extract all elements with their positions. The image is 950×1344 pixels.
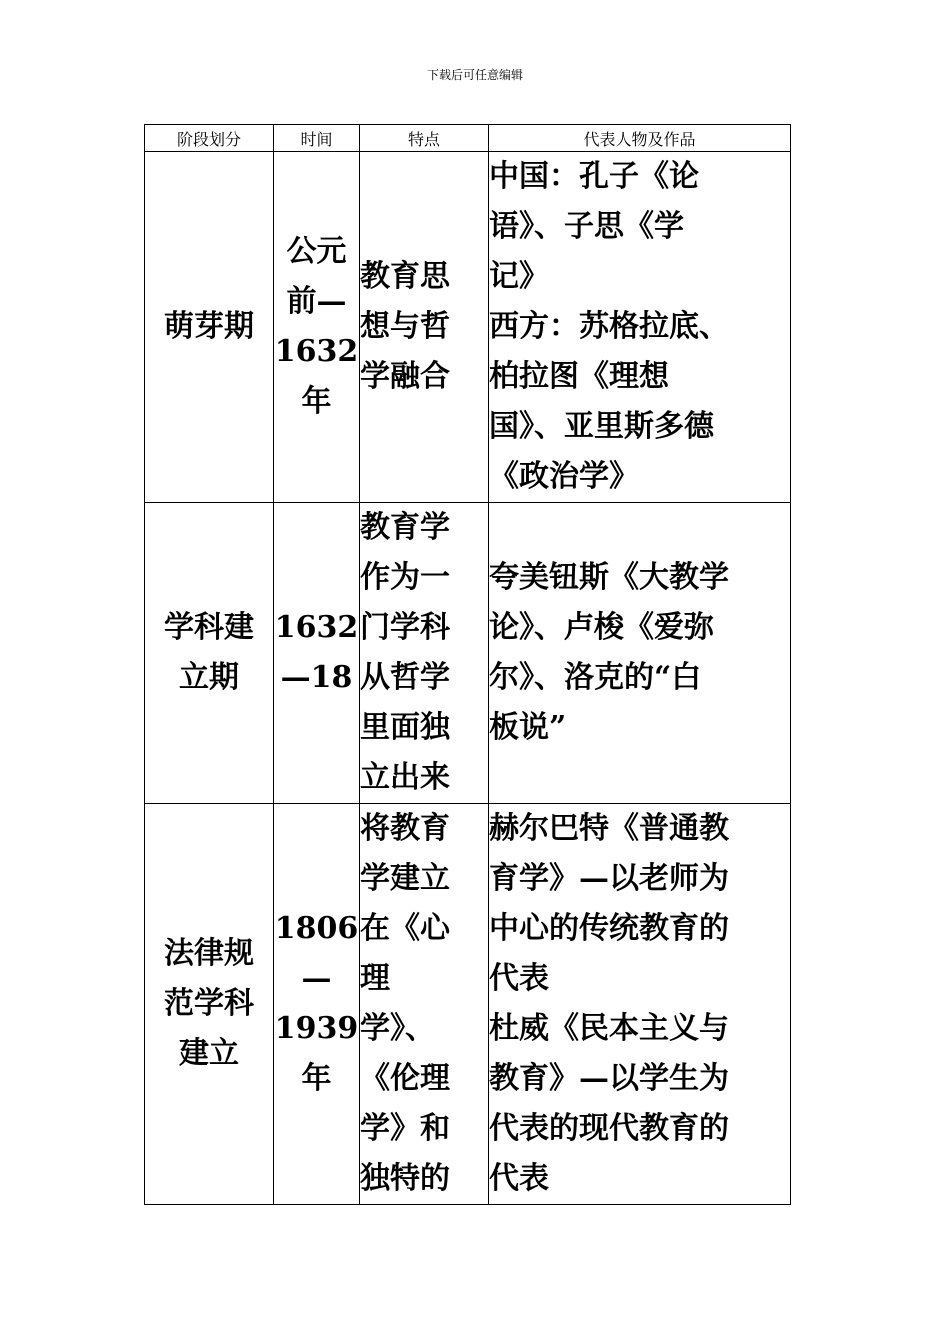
works-line: 语》、子思《学 xyxy=(489,209,684,244)
works-line: 国》、亚里斯多德 xyxy=(489,409,714,444)
feature-line: 独特的 xyxy=(360,1161,450,1196)
feature-line: 里面独 xyxy=(360,710,450,745)
time-cell xyxy=(274,503,360,804)
feature-line: 《伦理 xyxy=(360,1061,450,1096)
time-cell xyxy=(274,152,360,503)
works-line: 《政治学》 xyxy=(489,459,639,494)
works-line: 记》 xyxy=(489,259,549,294)
stage-line: 学科建 xyxy=(164,610,254,645)
feature-line: 教育学 xyxy=(360,510,450,545)
works-line: 育学》—以老师为 xyxy=(489,861,729,896)
works-cell xyxy=(489,503,791,804)
feature-line: 在《心 xyxy=(360,911,450,946)
works-line: 赫尔巴特《普通教 xyxy=(489,811,729,846)
works-line: 板说” xyxy=(489,710,567,745)
feature-cell xyxy=(360,503,489,804)
stage-line: 萌芽期 xyxy=(164,309,254,344)
feature-line: 学》、 xyxy=(360,1011,435,1046)
stage-line: 建立 xyxy=(179,1036,239,1071)
header-works: 代表人物及作品 xyxy=(489,125,791,152)
works-cell xyxy=(489,152,791,503)
works-line: 代表 xyxy=(489,961,549,996)
works-line: 中心的传统教育的 xyxy=(489,911,729,946)
stage-line: 立期 xyxy=(179,660,239,695)
header-note: 下载后可任意编辑 xyxy=(426,68,523,82)
feature-line: 想与哲 xyxy=(360,309,450,344)
works-line: 代表的现代教育的 xyxy=(489,1111,729,1146)
feature-line: 从哲学 xyxy=(360,660,450,695)
works-line: 代表 xyxy=(489,1161,549,1196)
feature-line: 作为一 xyxy=(360,560,450,595)
time-cell xyxy=(274,804,360,1205)
feature-line: 教育思 xyxy=(360,259,450,294)
table-row xyxy=(145,804,791,1205)
works-line: 杜威《民本主义与 xyxy=(489,1011,729,1046)
stage-line: 法律规 xyxy=(164,936,254,971)
time-line: 1632 xyxy=(274,610,359,645)
stage-cell xyxy=(145,503,274,804)
time-line: —18 xyxy=(280,660,353,695)
time-line: 年 xyxy=(301,1061,332,1096)
time-line: 1939 xyxy=(274,1011,359,1046)
feature-line: 理 xyxy=(360,961,390,996)
table-row xyxy=(145,152,791,503)
feature-line: 立出来 xyxy=(360,760,450,795)
works-line: 柏拉图《理想 xyxy=(489,359,669,394)
works-cell xyxy=(489,804,791,1205)
header-stage: 阶段划分 xyxy=(145,125,274,152)
time-line: 公元 xyxy=(286,234,347,269)
feature-cell xyxy=(360,804,489,1205)
history-table xyxy=(144,124,791,1205)
works-line: 论》、卢梭《爱弥 xyxy=(489,610,714,645)
stage-cell xyxy=(145,152,274,503)
works-line: 中国：孔子《论 xyxy=(489,159,699,194)
time-line: 年 xyxy=(301,384,332,419)
works-line: 夸美钮斯《大教学 xyxy=(489,560,729,595)
feature-line: 学建立 xyxy=(360,861,450,896)
works-line: 西方：苏格拉底、 xyxy=(489,309,729,344)
time-line: 前— xyxy=(286,284,347,319)
feature-line: 学融合 xyxy=(360,359,450,394)
feature-line: 门学科 xyxy=(360,610,450,645)
works-line: 尔》、洛克的“白 xyxy=(489,660,702,695)
time-line: 1806 xyxy=(274,911,359,946)
feature-cell xyxy=(360,152,489,503)
header-time: 时间 xyxy=(274,125,360,152)
time-line: 1632 xyxy=(274,334,359,369)
table-header-row xyxy=(145,125,791,152)
header-feature: 特点 xyxy=(360,125,489,152)
time-line: — xyxy=(301,961,332,996)
feature-line: 将教育 xyxy=(360,811,450,846)
stage-cell xyxy=(145,804,274,1205)
stage-line: 范学科 xyxy=(164,986,254,1021)
table-row xyxy=(145,503,791,804)
works-line: 教育》—以学生为 xyxy=(489,1061,729,1096)
feature-line: 学》和 xyxy=(360,1111,450,1146)
